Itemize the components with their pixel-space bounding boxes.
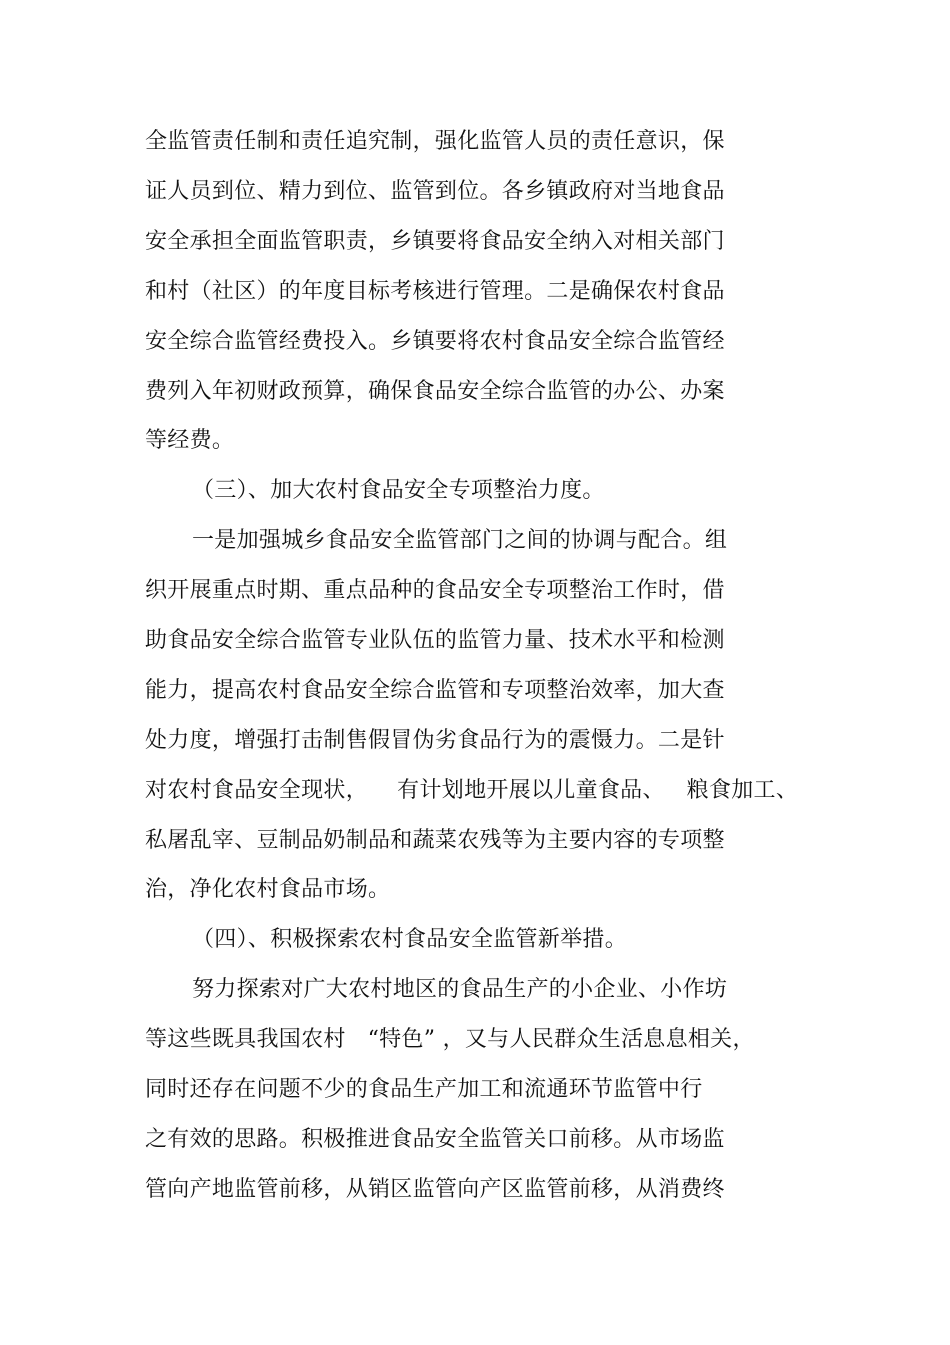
paragraph-first-line: 努力探索对广大农村地区的食品生产的小企业、小作坊 (192, 977, 728, 1002)
text-line: 证人员到位、精力到位、监管到位。各乡镇政府对当地食品 (145, 179, 725, 204)
text-line: 织开展重点时期、重点品种的食品安全专项整治工作时，借 (145, 578, 725, 603)
text-line: 管向产地监管前移，从销区监管向产区监管前移，从消费终 (145, 1177, 725, 1202)
text-line: 私屠乱宰、豆制品奶制品和蔬菜农残等为主要内容的专项整 (145, 828, 725, 853)
text-line: 等这些既具我国农村 “特色” ，又与人民群众生活息息相关， (145, 1027, 755, 1052)
section-heading-4: （四）、积极探索农村食品安全监管新举措。 (192, 927, 628, 952)
text-line: 之有效的思路。积极推进食品安全监管关口前移。从市场监 (145, 1127, 725, 1152)
text-line: 处力度，增强打击制售假冒伪劣食品行为的震慑力。二是针 (145, 728, 725, 753)
text-line: 助食品安全综合监管专业队伍的监管力量、技术水平和检测 (145, 628, 725, 653)
text-line: 安全综合监管经费投入。乡镇要将农村食品安全综合监管经 (145, 329, 725, 354)
text-line: 能力，提高农村食品安全综合监管和专项整治效率，加大查 (145, 678, 725, 703)
text-line: 等经费。 (145, 428, 235, 453)
text-line: 治，净化农村食品市场。 (145, 877, 391, 902)
text-line: 和村（社区）的年度目标考核进行管理。二是确保农村食品 (145, 279, 725, 304)
text-line: 费列入年初财政预算，确保食品安全综合监管的办公、办案 (145, 379, 725, 404)
paragraph-first-line: 一是加强城乡食品安全监管部门之间的协调与配合。组 (192, 528, 728, 553)
text-line: 安全承担全面监管职责，乡镇要将食品安全纳入对相关部门 (145, 229, 725, 254)
text-line: 对农村食品安全现状， 有计划地开展以儿童食品、 粮食加工、 (145, 778, 799, 803)
text-line: 同时还存在问题不少的食品生产加工和流通环节监管中行 (145, 1077, 703, 1102)
text-line: 全监管责任制和责任追究制，强化监管人员的责任意识，保 (145, 129, 725, 154)
section-heading-3: （三）、加大农村食品安全专项整治力度。 (192, 478, 605, 503)
